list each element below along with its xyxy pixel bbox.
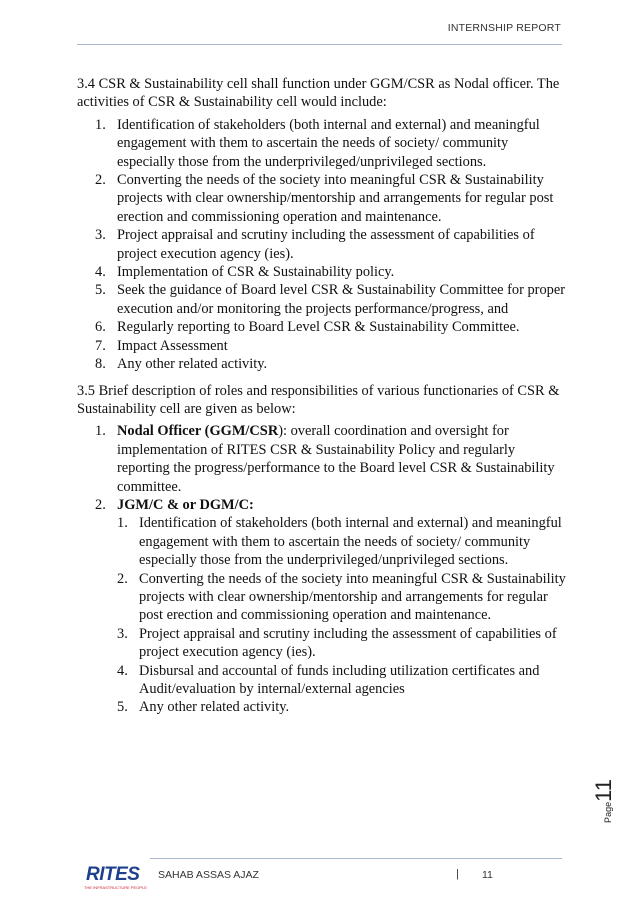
side-page-number bbox=[590, 778, 620, 828]
footer-page-number: 11 bbox=[482, 869, 493, 881]
sublist-item: 4. Disbursal and accountal of funds including utilization certificates and Audit/evaluation by internal/external agencies bbox=[117, 662, 540, 697]
section-3-5-list bbox=[95, 422, 567, 717]
list-item-jgm-dgm: 2. JGM/C & or DGM/C: 1. Identification of stakeholders (both internal and external) and meaningful engagement with them to ascertain the needs of society/ community especially those from the underprivileged/unprivileged sections. 2. Converting the needs of the society into meaningful CSR & Sustainability projects with clear ownership/mentorship and arrangements for regular post erection and commissioning operation and maintenance. 3. Project appraisal and scrutiny including the assessment of capabilities of project execution agency (ies). 4. Disbursal and accountal of funds including utilization certificates and Audit/evaluation by internal/external agencies 5. Any other related activity. bbox=[95, 496, 566, 716]
sublist-item: 2. Converting the needs of the society into meaningful CSR & Sustainability projects with clear ownership/mentorship and arrangements for regular post erection and commissioning operation and maintenance. bbox=[117, 570, 566, 624]
section-3-4-intro: 3.4 CSR & Sustainability cell shall function under GGM/CSR as Nodal officer. The activities of CSR & Sustainability cell would include: bbox=[77, 76, 560, 111]
list-item-nodal-officer: 1. Nodal Officer (GGM/CSR): overall coordination and oversight for implementation of RITES CSR & Sustainability Policy and regularly reporting the progress/performance to the Board level CSR & Sustainability committee. bbox=[95, 423, 555, 495]
logo-wordmark: RITES bbox=[86, 864, 140, 885]
footer-author: SAHAB ASSAS AJAZ bbox=[158, 869, 259, 881]
list-item: 8. Any other related activity. bbox=[95, 356, 268, 373]
footer-divider bbox=[150, 858, 562, 859]
sublist-item: 1. Identification of stakeholders (both internal and external) and meaningful engagement with them to ascertain the needs of society/ community especially those from the underprivileged/unprivileged sections. bbox=[117, 515, 562, 569]
list-item: 2. Converting the needs of the society into meaningful CSR & Sustainability projects with clear ownership/mentorship and arrangements for regular post erection and commissioning operation and maintenance. bbox=[95, 172, 554, 225]
list-item: 7. Impact Assessment bbox=[95, 337, 228, 354]
sublist-item: 5. Any other related activity. bbox=[117, 699, 290, 716]
footer-separator: | bbox=[456, 868, 459, 880]
list-item: 4. Implementation of CSR & Sustainability policy. bbox=[95, 264, 395, 281]
section-3-4-list bbox=[95, 116, 567, 374]
page-word: Page bbox=[602, 801, 613, 823]
list-item: 6. Regularly reporting to Board Level CSR & Sustainability Committee. bbox=[95, 319, 520, 336]
running-header: INTERNSHIP REPORT bbox=[447, 22, 561, 34]
sublist-item: 3. Project appraisal and scrutiny including the assessment of capabilities of project execution agency (ies). bbox=[117, 625, 557, 661]
jgm-dgm-sublist bbox=[117, 514, 567, 716]
list-item: 5. Seek the guidance of Board level CSR & Sustainability Committee for proper execution and/or monitoring the projects performance/progress, and bbox=[95, 282, 566, 317]
list-item: 1. Identification of stakeholders (both internal and external) and meaningful engagement with them to ascertain the needs of society/ community especially those from the underprivileged/unprivileged sections. bbox=[95, 116, 540, 170]
list-item: 3. Project appraisal and scrutiny including the assessment of capabilities of project execution agency (ies). bbox=[95, 227, 535, 262]
document-body bbox=[77, 75, 567, 717]
logo-tagline: THE INFRASTRUCTURE PEOPLE bbox=[84, 885, 147, 890]
header-divider bbox=[77, 44, 562, 45]
rites-logo bbox=[78, 862, 148, 894]
page-number-large: 11 bbox=[590, 779, 616, 802]
section-3-5-intro: 3.5 Brief description of roles and responsibilities of various functionaries of CSR & Sustainability cell are given as below: bbox=[77, 382, 560, 417]
